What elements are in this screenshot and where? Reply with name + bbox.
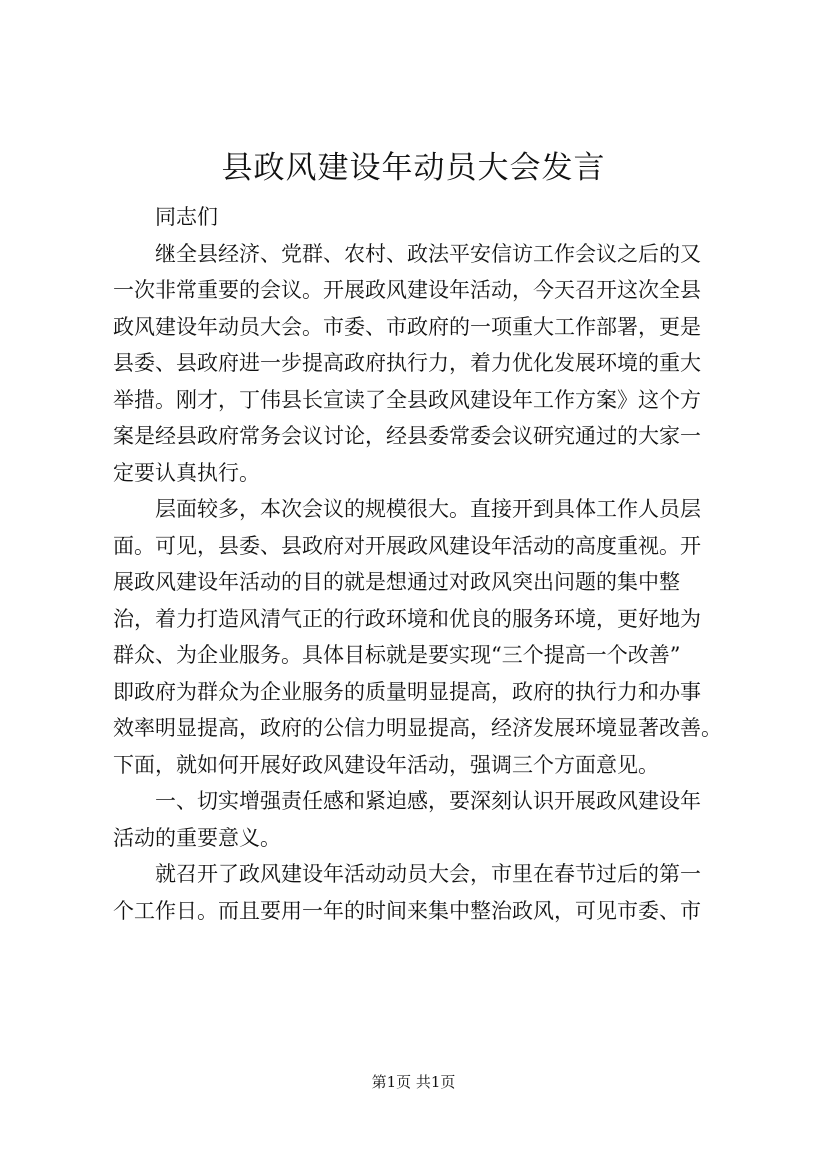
body-line: 群众、为企业服务。具体目标就是要实现“三个提高一个改善” <box>113 643 681 667</box>
body-line: 就召开了政风建设年活动动员大会，市里在春节过后的第一 <box>113 862 701 886</box>
body-line: 举措。刚才，丁伟县长宣读了全县政风建设年工作方案》这个方 <box>113 387 701 412</box>
body-line: 一次非常重要的会议。开展政风建设年活动，今天召开这次全县 <box>113 278 701 302</box>
page-number-footer: 第1页 共1页 <box>371 1073 456 1091</box>
body-line: 同志们 <box>113 205 218 229</box>
body-line: 下面，就如何开展好政风建设年活动，强调三个方面意见。 <box>113 752 659 777</box>
body-line: 继全县经济、党群、农村、政法平安信访工作会议之后的又 <box>113 241 701 266</box>
body-line: 即政府为群众为企业服务的质量明显提高，政府的执行力和办事 <box>113 679 701 704</box>
body-line: 政风建设年动员大会。市委、市政府的一项重大工作部署，更是 <box>113 314 701 339</box>
body-line: 县委、县政府进一步提高政府执行力，着力优化发展环境的重大 <box>113 351 701 375</box>
body-line: 层面较多，本次会议的规模很大。直接开到具体工作人员层 <box>113 497 701 521</box>
body-line: 活动的重要意义。 <box>113 825 281 850</box>
page-title: 县政风建设年动员大会发言 <box>221 150 606 186</box>
body-text <box>113 199 725 929</box>
body-line: 定要认真执行。 <box>113 460 260 485</box>
body-line: 案是经县政府常务会议讨论，经县委常委会议研究通过的大家一 <box>113 424 701 448</box>
body-line: 一、切实增强责任感和紧迫感，要深刻认识开展政风建设年 <box>113 789 701 813</box>
body-line: 个工作日。而且要用一年的时间来集中整治政风，可见市委、市 <box>113 898 701 923</box>
body-line: 效率明显提高，政府的公信力明显提高，经济发展环境显著改善。 <box>113 716 722 740</box>
body-line: 展政风建设年活动的目的就是想通过对政风突出问题的集中整 <box>113 570 680 594</box>
body-line: 面。可见，县委、县政府对开展政风建设年活动的高度重视。开 <box>113 533 701 558</box>
body-line: 治，着力打造风清气正的行政环境和优良的服务环境，更好地为 <box>113 606 701 631</box>
